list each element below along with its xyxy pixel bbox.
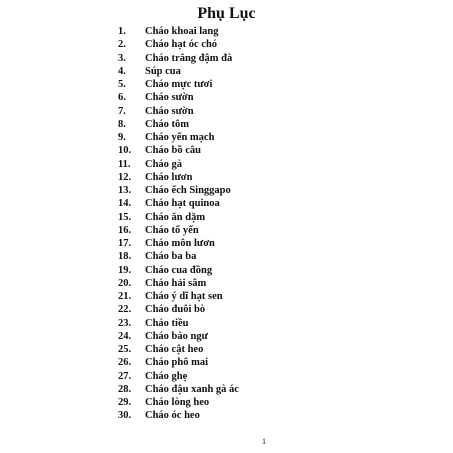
list-item [118,144,239,157]
list-item [118,409,239,422]
list-item-text: Cháo cua đồng [145,264,213,276]
list-item-number: 28. [118,383,132,395]
list-item-number: 14. [118,198,132,210]
list-item-number: 15. [118,211,132,223]
list-item-number: 22. [118,304,132,316]
list-item [118,105,239,118]
list-item [118,171,239,184]
list-item [118,131,239,144]
list-item [118,224,239,237]
list-item-text: Cháo ếch Singgapo [145,185,231,196]
list-item [118,211,239,224]
list-item-number: 25. [118,344,132,355]
list-item-number: 20. [118,277,132,289]
list-item-text: Cháo tôm [145,118,190,130]
list-item-number: 21. [118,291,132,302]
list-item-text: Cháo tiều [145,317,189,329]
list-item [118,277,239,290]
list-item-text: Cháo ăn dặm [145,211,206,223]
list-item [118,330,239,343]
list-item-number: 3. [118,52,126,64]
list-item-text: Cháo đuôi bò [145,304,206,316]
list-item-text: Cháo môn lươn [145,238,215,249]
list-item-number: 4. [118,65,126,77]
list-item [118,118,239,131]
list-item-text: Cháo ba ba [145,251,197,263]
list-item-number: 2. [118,39,126,51]
list-item-text: Cháo yến mạch [145,132,215,143]
list-item-text: Cháo mực tươi [145,79,213,90]
list-item-text: Cháo lươn [145,171,193,183]
list-item-text: Cháo bào ngư [145,330,208,342]
list-item-text: Cháo đậu xanh gà ác [145,383,239,395]
list-item-text: Cháo tổ yến [145,224,199,236]
list-item-text: Cháo trắng đậm đà [145,52,233,64]
list-item-number: 10. [118,145,132,157]
list-item-text: Cháo sườn [145,92,194,104]
list-item-text: Cháo ý dĩ hạt sen [145,291,223,302]
list-item-text: Cháo cật heo [145,344,204,355]
list-item [118,303,239,316]
list-item-text: Cháo hạt óc chó [145,39,218,51]
list-item-number: 17. [118,238,132,249]
list-item-text: Cháo óc heo [145,410,200,422]
list-item-number: 29. [118,397,132,408]
list-item [118,356,239,369]
list-item-number: 5. [118,79,126,90]
list-item-text: Súp cua [145,65,181,77]
list-item-number: 12. [118,171,132,183]
list-item-number: 6. [118,92,126,104]
list-item-number: 27. [118,370,132,382]
list-item-text: Cháo hạt quinoa [145,198,220,210]
list-item-text: Cháo lòng heo [145,397,210,408]
page-title: Phụ Lục [197,5,256,22]
list-item-number: 23. [118,317,132,329]
list-item-number: 7. [118,105,126,117]
list-item-number: 13. [118,185,132,196]
list-item-text: Cháo khoai lang [145,26,219,37]
list-item-number: 9. [118,132,126,143]
list-item [118,38,239,51]
list-item-number: 11. [118,158,131,170]
list-item [118,197,239,210]
list-item [118,91,239,104]
list-item-number: 26. [118,357,132,369]
list-item [118,250,239,263]
list-item-text: Cháo hải sâm [145,277,207,289]
list-item-number: 1. [118,26,126,37]
list-item-number: 16. [118,224,132,236]
list-item-number: 18. [118,251,132,263]
list-item [118,52,239,65]
list-item-text: Cháo gà [145,158,183,170]
list-item [118,290,239,303]
list-item [118,237,239,250]
list-item [118,396,239,409]
list-item [118,264,239,277]
list-item-number: 8. [118,118,126,130]
list-item-number: 19. [118,264,132,276]
page-number: 1 [262,437,266,446]
list-item [118,78,239,91]
list-item [118,25,239,38]
list-item-text: Cháo ghẹ [145,370,188,382]
list-item-text: Cháo phô mai [145,357,209,369]
list-item [118,343,239,356]
list-item-text: Cháo bồ câu [145,145,202,157]
list-item [118,65,239,78]
list-item-number: 30. [118,410,132,422]
list-item [118,317,239,330]
list-item [118,370,239,383]
list-item [118,158,239,171]
list-item-text: Cháo sườn [145,105,194,117]
list-item-number: 24. [118,330,132,342]
list-item [118,184,239,197]
recipe-list [118,25,239,423]
list-item [118,383,239,396]
